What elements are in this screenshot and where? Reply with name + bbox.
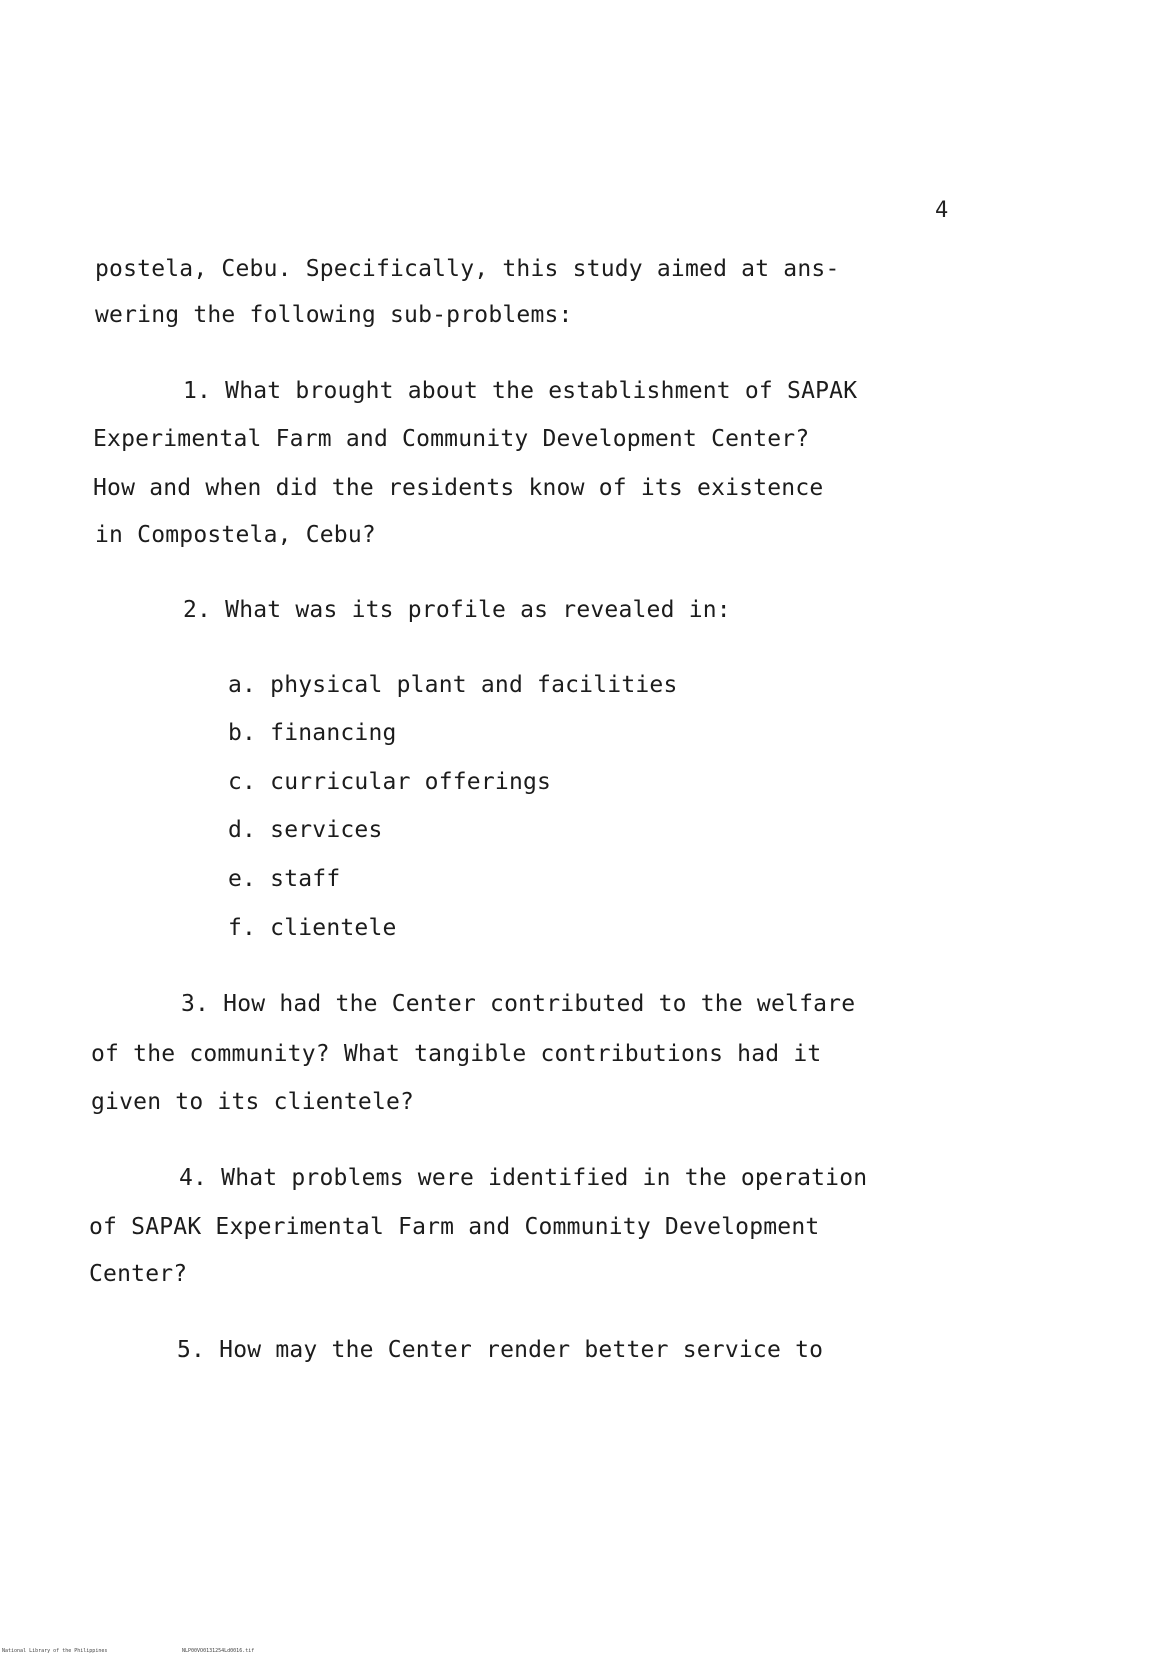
question-1-line-3: How and when did the residents know of its existence: [93, 475, 824, 501]
question-2: 2. What was its profile as revealed in:: [183, 597, 731, 623]
q2-item-e: e. staff: [228, 866, 341, 892]
q2-item-a: a. physical plant and facilities: [228, 672, 678, 698]
footer-library: National Library of the Philippines: [2, 1648, 108, 1654]
q2-item-f: f. clientele: [228, 915, 397, 941]
page-number: 4: [935, 198, 949, 223]
q2-item-c: c. curricular offerings: [228, 769, 552, 795]
question-1-line-2: Experimental Farm and Community Development Center?: [93, 426, 810, 452]
scan-footer: [2, 1648, 255, 1654]
question-4-line-2: of SAPAK Experimental Farm and Community Development: [89, 1214, 820, 1240]
footer-code: NLP00VO0131254Ld0016.tif: [182, 1648, 255, 1654]
question-3-line-3: given to its clientele?: [91, 1089, 415, 1115]
question-4-line-1: 4. What problems were identified in the operation: [179, 1165, 868, 1191]
question-5: 5. How may the Center render better service to: [177, 1337, 824, 1363]
question-1-line-1: 1. What brought about the establishment of SAPAK: [183, 378, 858, 404]
question-3-line-2: of the community? What tangible contributions had it: [91, 1041, 822, 1067]
intro-line-1: postela, Cebu. Specifically, this study aimed at ans-: [95, 256, 840, 282]
q2-item-d: d. services: [228, 817, 383, 843]
question-3-line-1: 3. How had the Center contributed to the welfare: [181, 991, 856, 1017]
q2-item-b: b. financing: [228, 720, 397, 746]
intro-line-2: wering the following sub-problems:: [95, 302, 573, 328]
question-1-line-4: in Compostela, Cebu?: [95, 522, 376, 548]
question-4-line-3: Center?: [89, 1261, 188, 1287]
